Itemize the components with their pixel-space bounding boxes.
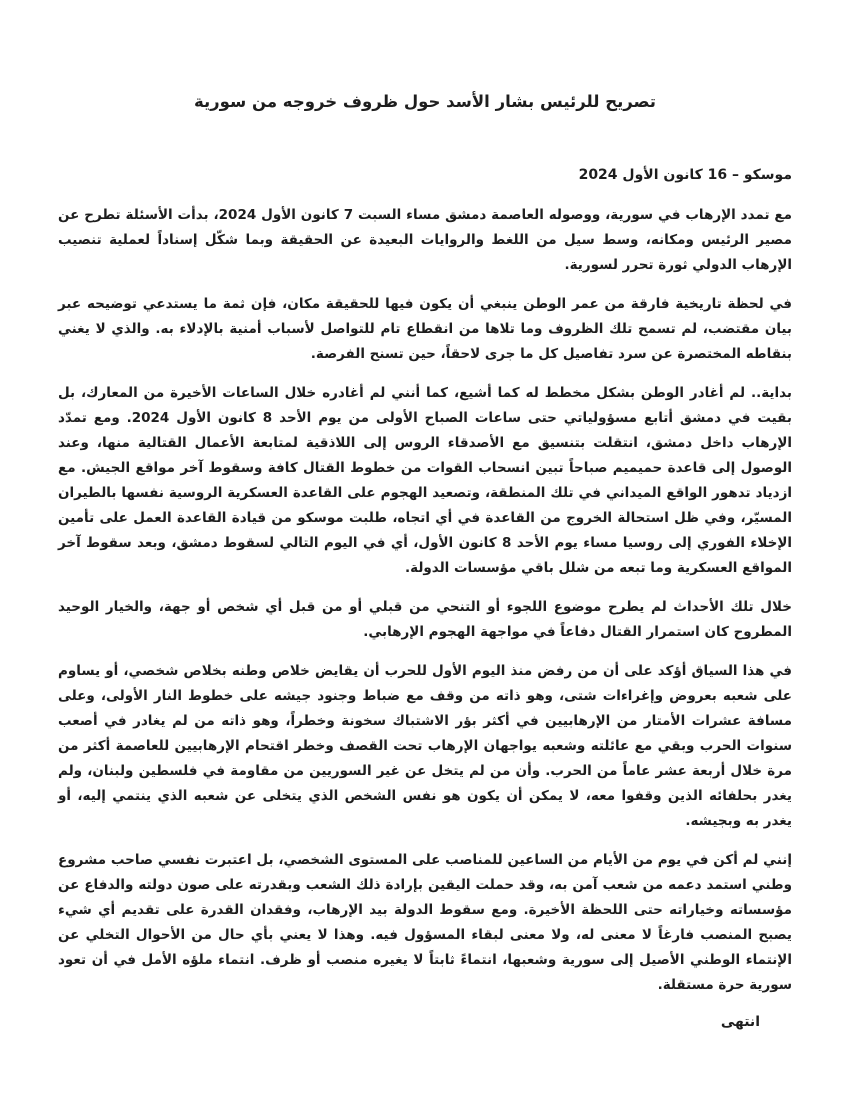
dateline: موسكو – 16 كانون الأول 2024: [578, 167, 792, 183]
statement-paragraph-2: في لحظة تاريخية فارقة من عمر الوطن ينبغي أن يكون فيها للحقيقة مكان، فإن ثمة ما يستدعي توضيحه عبر بيان مقتضب، لم تسمح تلك الظروف وما تلاها من انقطاع تام للتواصل لأسباب أمنية بالإدلاء به. والذي لا يغني بنقاطه المختصرة عن سرد تفاصيل كل ما جرى لاحقاً، حين تسنح الفرصة.: [58, 296, 792, 362]
statement-paragraph-6: إنني لم أكن في يوم من الأيام من الساعين للمناصب على المستوى الشخصي، بل اعتبرت نفسي صاحب مشروع وطني استمد دعمه من شعب آمن به، وقد حملت اليقين بإرادة ذلك الشعب وبقدرته على صون دولته والدفاع عن مؤسساته وخياراته حتى اللحظة الأخيرة. ومع سقوط الدولة بيد الإرهاب، وفقدان القدرة على تقديم أي شيء يصبح المنصب فارغاً لا معنى له، ولا معنى لبقاء المسؤول فيه. وهذا لا يعني بأي حال من الأحوال التخلي عن الإنتماء الوطني الأصيل إلى سورية وشعبها، انتماءً ثابتاً لا يغيره منصب أو ظرف. انتماء ملؤه الأمل في أن تعود سورية حرة مستقلة.: [58, 852, 792, 993]
statement-paragraph-4: خلال تلك الأحداث لم يطرح موضوع اللجوء أو التنحي من قبلي أو من قبل أي شخص أو جهة، والخيار الوحيد المطروح كان استمرار القتال دفاعاً في مواجهة الهجوم الإرهابي.: [58, 599, 792, 640]
document-title: تصريح للرئيس بشار الأسد حول ظروف خروجه من سورية: [193, 92, 657, 111]
document-body: [58, 203, 792, 998]
statement-paragraph-1: مع تمدد الإرهاب في سورية، ووصوله العاصمة دمشق مساء السبت 7 كانون الأول 2024، بدأت الأسئلة تطرح عن مصير الرئيس ومكانه، وسط سيل من اللغط والروايات البعيدة عن الحقيقة وبما شكّل إسناداً لعملية تنصيب الإرهاب الدولي ثورة تحرر لسورية.: [58, 207, 793, 273]
statement-paragraph-3: بداية.. لم أغادر الوطن بشكل مخطط له كما أشيع، كما أنني لم أغادره خلال الساعات الأخيرة من المعارك، بل بقيت في دمشق أتابع مسؤولياتي حتى ساعات الصباح الأولى من يوم الأحد 8 كانون الأول 2024. ومع تمدّد الإرهاب داخل دمشق، انتقلت بتنسيق مع الأصدقاء الروس إلى اللاذقية لمتابعة الأعمال القتالية منها، وعند الوصول إلى قاعدة حميميم صباحاً تبين انسحاب القوات من خطوط القتال كافة وسقوط آخر مواقع الجيش. مع ازدياد تدهور الواقع الميداني في تلك المنطقة، وتصعيد الهجوم على القاعدة العسكرية الروسية نفسها بالطيران المسيّر، وفي ظل استحالة الخروج من القاعدة في أي اتجاه، طلبت موسكو من قيادة القاعدة العمل على تأمين الإخلاء الفوري إلى روسيا مساء يوم الأحد 8 كانون الأول، أي في اليوم التالي لسقوط دمشق، وبعد سقوط آخر المواقع العسكرية وما تبعه من شلل باقي مؤسسات الدولة.: [58, 385, 792, 576]
statement-paragraph-5: في هذا السياق أؤكد على أن من رفض منذ اليوم الأول للحرب أن يقايض خلاص وطنه بخلاص شخصي، أو يساوم على شعبه بعروض وإغراءات شتى، وهو ذاته من وقف مع ضباط وجنود جيشه على خطوط النار الأولى، وعلى مسافة عشرات الأمتار من الإرهابيين في أكثر بؤر الاشتباك سخونة وخطراً، وهو ذاته من لم يغادر في أصعب سنوات الحرب وبقي مع عائلته وشعبه يواجهان الإرهاب تحت القصف وخطر اقتحام الإرهابيين للعاصمة أكثر من مرة خلال أربعة عشر عاماً من الحرب. وأن من لم يتخل عن غير السوريين من مقاومة في فلسطين ولبنان، ولم يغدر بحلفائه الذين وقفوا معه، لا يمكن أن يكون هو نفس الشخص الذي يتخلى عن شعبه الذي ينتمي إليه، أو يغدر به وبجيشه.: [58, 663, 792, 829]
closing-word: انتهى: [720, 1014, 760, 1030]
